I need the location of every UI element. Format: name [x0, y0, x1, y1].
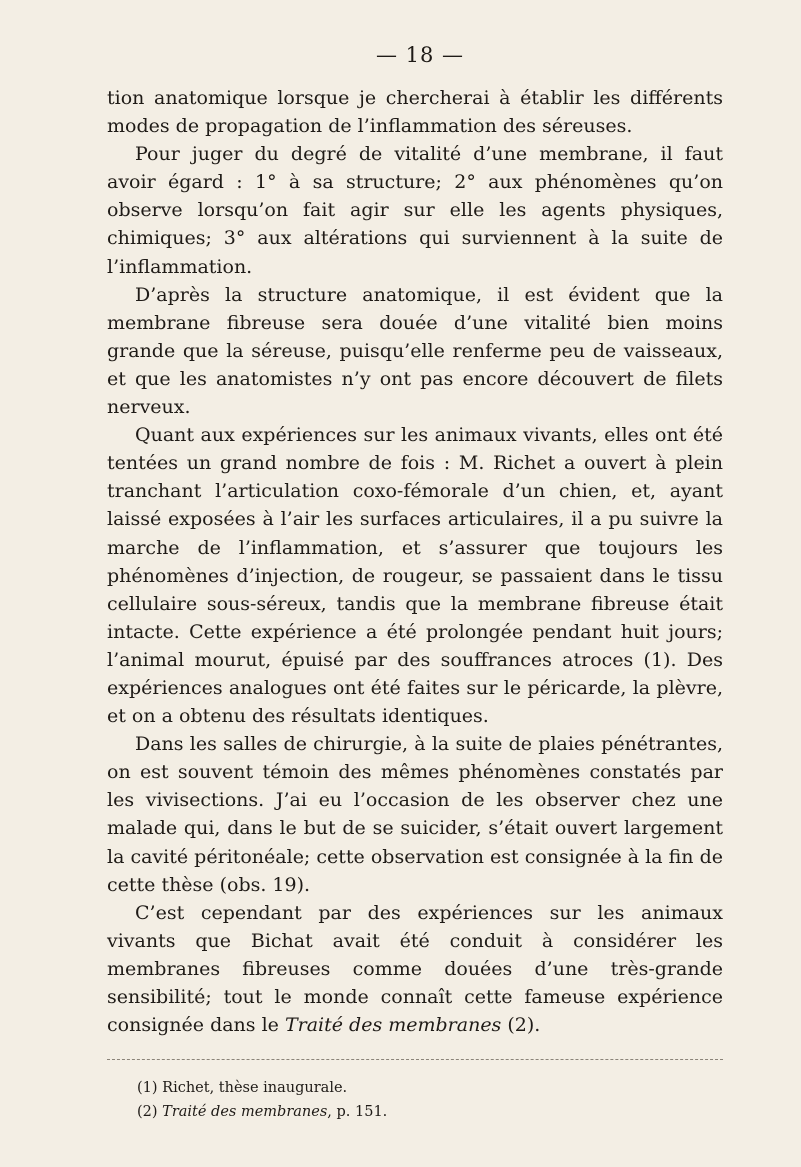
footnote-divider: [107, 1059, 723, 1060]
page-number: — 18 —: [375, 43, 465, 67]
footnotes: [107, 1076, 723, 1124]
footnote-marker: (1): [137, 1080, 158, 1097]
paragraph-4: Quant aux expériences sur les animaux vivants, elles ont été tentées un grand nombre de fois : M. Richet a ouvert à plein tranchant l’articulation coxo-fémorale d’un chien, et, ayant laissé exposées à l’air les surfaces articulaires, il a pu suivre la marche de l’inflammation, et s’assurer que toujours les phénomènes d’injection, de rougeur, se passaient dans le tissu cellulaire sous-séreux, tandis que la membrane fibreuse était intacte. Cette expérience a été prolongée pendant huit jours; l’animal mourut, épuisé par des souffrances atroces (1). Des expériences analogues ont été faites sur le péricarde, la plèvre, et on a obtenu des résultats identiques.: [107, 424, 723, 728]
footnote-text: Richet, thèse inaugurale.: [157, 1080, 348, 1097]
book-title: Traité des membranes: [284, 1014, 502, 1037]
paragraph-5: Dans les salles de chirurgie, à la suite de plaies pénétrantes, on est souvent témoin des mêmes phénomènes constatés par les vivisections. J’ai eu l’occasion de les observer chez une malade qui, dans le but de se suicider, s’était ouvert largement la cavité péritonéale; cette observation est consignée à la fin de cette thèse (obs. 19).: [107, 733, 723, 896]
footnote-2: [137, 1100, 723, 1124]
paragraph-3: D’après la structure anatomique, il est évident que la membrane fibreuse sera douée d’une vitalité bien moins grande que la séreuse, puisqu’elle renferme peu de vaisseaux, et que les anatomistes n’y ont pas encore découvert de filets nerveux.: [107, 283, 723, 419]
paragraph-6-tail: (2).: [501, 1014, 541, 1037]
footnote-tail: , p. 151.: [327, 1104, 388, 1121]
paragraph-6-text: C’est cependant par des expériences sur les animaux vivants que Bichat avait été conduit à considérer les membranes fibreuses comme douées d’une très-grande sensibilité; tout le monde connaît cette fameuse expérience consignée dans le: [107, 901, 723, 1037]
paragraph-2: Pour juger du degré de vitalité d’une membrane, il faut avoir égard : 1° à sa structure; 2° aux phénomènes qu’on observe lorsqu’on fait agir sur elle les agents physiques, chimiques; 3° aux altérations qui surviennent à la suite de l’inflammation.: [107, 143, 723, 278]
paragraph-6: [107, 899, 723, 1039]
body-text: [107, 84, 723, 1039]
footnote-1: [137, 1076, 723, 1100]
footnote-marker: (2): [137, 1104, 158, 1121]
paragraph-1: tion anatomique lorsque je chercherai à établir les différents modes de propagation de l’inflammation des séreuses.: [107, 87, 723, 138]
footnote-title: Traité des membranes: [157, 1104, 328, 1121]
